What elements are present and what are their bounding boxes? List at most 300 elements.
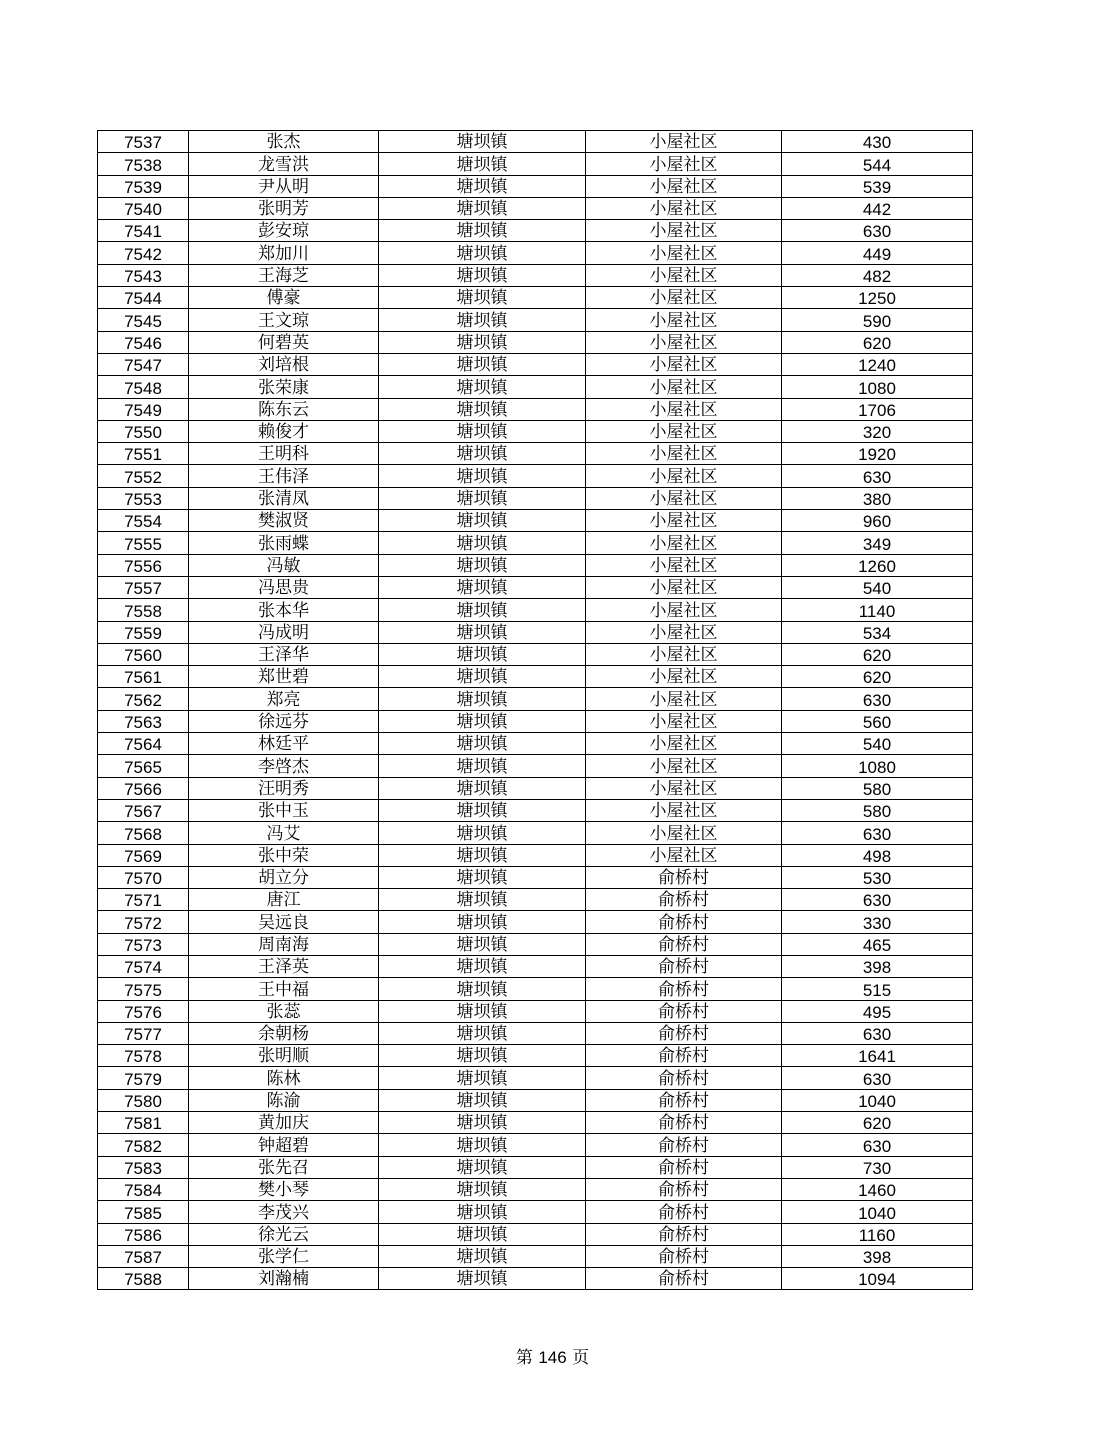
table-row: [98, 978, 973, 1000]
record-number-cell: 7585: [98, 1201, 189, 1223]
village-cell: 小屋社区: [586, 376, 782, 398]
record-number-cell: 7580: [98, 1089, 189, 1111]
amount-cell: 1260: [782, 554, 973, 576]
person-name-cell: 钟超碧: [189, 1134, 379, 1156]
village-cell: 俞桥村: [586, 1112, 782, 1134]
village-cell: 俞桥村: [586, 1022, 782, 1044]
record-number-cell: 7568: [98, 822, 189, 844]
village-cell: 俞桥村: [586, 1045, 782, 1067]
record-number-cell: 7557: [98, 576, 189, 598]
person-name-cell: 王伟泽: [189, 465, 379, 487]
town-cell: 塘坝镇: [379, 1045, 586, 1067]
table-row: [98, 443, 973, 465]
amount-cell: 1140: [782, 599, 973, 621]
village-cell: 小屋社区: [586, 510, 782, 532]
village-cell: 小屋社区: [586, 844, 782, 866]
table-row: [98, 197, 973, 219]
village-cell: 俞桥村: [586, 1067, 782, 1089]
record-number-cell: 7582: [98, 1134, 189, 1156]
person-name-cell: 胡立分: [189, 866, 379, 888]
town-cell: 塘坝镇: [379, 777, 586, 799]
table-row: [98, 1022, 973, 1044]
table-row: [98, 1201, 973, 1223]
person-name-cell: 张雨蝶: [189, 532, 379, 554]
record-number-cell: 7554: [98, 510, 189, 532]
amount-cell: 730: [782, 1156, 973, 1178]
person-name-cell: 王海芝: [189, 264, 379, 286]
village-cell: 小屋社区: [586, 443, 782, 465]
record-number-cell: 7578: [98, 1045, 189, 1067]
village-cell: 小屋社区: [586, 353, 782, 375]
person-name-cell: 张中玉: [189, 799, 379, 821]
person-name-cell: 张明顺: [189, 1045, 379, 1067]
table-row: [98, 287, 973, 309]
village-cell: 小屋社区: [586, 309, 782, 331]
town-cell: 塘坝镇: [379, 554, 586, 576]
record-number-cell: 7570: [98, 866, 189, 888]
person-name-cell: 汪明秀: [189, 777, 379, 799]
amount-cell: 498: [782, 844, 973, 866]
amount-cell: 580: [782, 799, 973, 821]
person-name-cell: 王中福: [189, 978, 379, 1000]
record-number-cell: 7543: [98, 264, 189, 286]
person-name-cell: 郑世碧: [189, 666, 379, 688]
amount-cell: 630: [782, 220, 973, 242]
town-cell: 塘坝镇: [379, 153, 586, 175]
village-cell: 俞桥村: [586, 1134, 782, 1156]
table-row: [98, 710, 973, 732]
table-row: [98, 733, 973, 755]
village-cell: 俞桥村: [586, 955, 782, 977]
table-row: [98, 1112, 973, 1134]
village-cell: 小屋社区: [586, 688, 782, 710]
person-name-cell: 陈东云: [189, 398, 379, 420]
amount-cell: 620: [782, 643, 973, 665]
table-row: [98, 1178, 973, 1200]
table-row: [98, 576, 973, 598]
village-cell: 小屋社区: [586, 398, 782, 420]
person-name-cell: 傅豪: [189, 287, 379, 309]
town-cell: 塘坝镇: [379, 799, 586, 821]
record-number-cell: 7579: [98, 1067, 189, 1089]
person-name-cell: 王明科: [189, 443, 379, 465]
person-name-cell: 张学仁: [189, 1245, 379, 1267]
village-cell: 小屋社区: [586, 666, 782, 688]
village-cell: 小屋社区: [586, 331, 782, 353]
town-cell: 塘坝镇: [379, 643, 586, 665]
table-row: [98, 398, 973, 420]
table-row: [98, 554, 973, 576]
amount-cell: 1080: [782, 755, 973, 777]
village-cell: 俞桥村: [586, 1223, 782, 1245]
town-cell: 塘坝镇: [379, 443, 586, 465]
person-name-cell: 龙雪洪: [189, 153, 379, 175]
amount-cell: 540: [782, 576, 973, 598]
amount-cell: 349: [782, 532, 973, 554]
amount-cell: 1080: [782, 376, 973, 398]
village-cell: 小屋社区: [586, 621, 782, 643]
amount-cell: 1920: [782, 443, 973, 465]
record-number-cell: 7541: [98, 220, 189, 242]
table-row: [98, 643, 973, 665]
record-number-cell: 7574: [98, 955, 189, 977]
town-cell: 塘坝镇: [379, 1268, 586, 1290]
amount-cell: 380: [782, 487, 973, 509]
footer-prefix: 第: [515, 1348, 533, 1368]
amount-cell: 398: [782, 1245, 973, 1267]
record-number-cell: 7540: [98, 197, 189, 219]
table-row: [98, 376, 973, 398]
village-cell: 小屋社区: [586, 554, 782, 576]
amount-cell: 630: [782, 1134, 973, 1156]
village-cell: 小屋社区: [586, 420, 782, 442]
amount-cell: 1160: [782, 1223, 973, 1245]
person-name-cell: 张明芳: [189, 197, 379, 219]
person-name-cell: 尹从明: [189, 175, 379, 197]
village-cell: 小屋社区: [586, 532, 782, 554]
amount-cell: 630: [782, 1022, 973, 1044]
table-row: [98, 777, 973, 799]
person-name-cell: 郑亮: [189, 688, 379, 710]
village-cell: 俞桥村: [586, 1000, 782, 1022]
town-cell: 塘坝镇: [379, 1245, 586, 1267]
town-cell: 塘坝镇: [379, 733, 586, 755]
town-cell: 塘坝镇: [379, 822, 586, 844]
table-row: [98, 309, 973, 331]
table-row: [98, 465, 973, 487]
person-name-cell: 赖俊才: [189, 420, 379, 442]
amount-cell: 620: [782, 666, 973, 688]
table-row: [98, 1000, 973, 1022]
table-row: [98, 599, 973, 621]
record-number-cell: 7559: [98, 621, 189, 643]
record-number-cell: 7542: [98, 242, 189, 264]
amount-cell: 1460: [782, 1178, 973, 1200]
amount-cell: 449: [782, 242, 973, 264]
town-cell: 塘坝镇: [379, 1223, 586, 1245]
ledger-body: [98, 131, 973, 1290]
table-row: [98, 889, 973, 911]
village-cell: 小屋社区: [586, 733, 782, 755]
person-name-cell: 张荣康: [189, 376, 379, 398]
record-number-cell: 7556: [98, 554, 189, 576]
village-cell: 俞桥村: [586, 1089, 782, 1111]
village-cell: 小屋社区: [586, 755, 782, 777]
table-row: [98, 1268, 973, 1290]
town-cell: 塘坝镇: [379, 510, 586, 532]
table-row: [98, 510, 973, 532]
amount-cell: 630: [782, 465, 973, 487]
record-number-cell: 7561: [98, 666, 189, 688]
town-cell: 塘坝镇: [379, 666, 586, 688]
table-row: [98, 220, 973, 242]
amount-cell: 1706: [782, 398, 973, 420]
amount-cell: 1641: [782, 1045, 973, 1067]
village-cell: 小屋社区: [586, 175, 782, 197]
village-cell: 俞桥村: [586, 911, 782, 933]
record-number-cell: 7544: [98, 287, 189, 309]
town-cell: 塘坝镇: [379, 1022, 586, 1044]
record-number-cell: 7560: [98, 643, 189, 665]
town-cell: 塘坝镇: [379, 889, 586, 911]
record-number-cell: 7551: [98, 443, 189, 465]
person-name-cell: 张杰: [189, 131, 379, 153]
village-cell: 俞桥村: [586, 933, 782, 955]
record-number-cell: 7550: [98, 420, 189, 442]
record-number-cell: 7581: [98, 1112, 189, 1134]
person-name-cell: 张蕊: [189, 1000, 379, 1022]
person-name-cell: 冯成明: [189, 621, 379, 643]
town-cell: 塘坝镇: [379, 844, 586, 866]
person-name-cell: 彭安琼: [189, 220, 379, 242]
amount-cell: 534: [782, 621, 973, 643]
town-cell: 塘坝镇: [379, 688, 586, 710]
town-cell: 塘坝镇: [379, 197, 586, 219]
town-cell: 塘坝镇: [379, 353, 586, 375]
amount-cell: 430: [782, 131, 973, 153]
person-name-cell: 吴远良: [189, 911, 379, 933]
amount-cell: 630: [782, 1067, 973, 1089]
record-number-cell: 7545: [98, 309, 189, 331]
person-name-cell: 冯敏: [189, 554, 379, 576]
record-number-cell: 7575: [98, 978, 189, 1000]
town-cell: 塘坝镇: [379, 175, 586, 197]
record-number-cell: 7563: [98, 710, 189, 732]
amount-cell: 1040: [782, 1201, 973, 1223]
record-number-cell: 7546: [98, 331, 189, 353]
record-number-cell: 7549: [98, 398, 189, 420]
town-cell: 塘坝镇: [379, 576, 586, 598]
table-row: [98, 1245, 973, 1267]
town-cell: 塘坝镇: [379, 755, 586, 777]
amount-cell: 515: [782, 978, 973, 1000]
person-name-cell: 樊淑贤: [189, 510, 379, 532]
person-name-cell: 徐远芬: [189, 710, 379, 732]
table-row: [98, 153, 973, 175]
amount-cell: 1250: [782, 287, 973, 309]
person-name-cell: 陈渝: [189, 1089, 379, 1111]
record-number-cell: 7586: [98, 1223, 189, 1245]
town-cell: 塘坝镇: [379, 866, 586, 888]
town-cell: 塘坝镇: [379, 955, 586, 977]
person-name-cell: 李啓杰: [189, 755, 379, 777]
amount-cell: 539: [782, 175, 973, 197]
amount-cell: 1240: [782, 353, 973, 375]
amount-cell: 620: [782, 331, 973, 353]
table-row: [98, 1089, 973, 1111]
village-cell: 俞桥村: [586, 1178, 782, 1200]
amount-cell: 630: [782, 688, 973, 710]
amount-cell: 560: [782, 710, 973, 732]
amount-cell: 442: [782, 197, 973, 219]
record-number-cell: 7567: [98, 799, 189, 821]
person-name-cell: 余朝杨: [189, 1022, 379, 1044]
record-number-cell: 7564: [98, 733, 189, 755]
person-name-cell: 王泽华: [189, 643, 379, 665]
amount-cell: 482: [782, 264, 973, 286]
record-number-cell: 7548: [98, 376, 189, 398]
amount-cell: 1040: [782, 1089, 973, 1111]
amount-cell: 580: [782, 777, 973, 799]
town-cell: 塘坝镇: [379, 242, 586, 264]
record-number-cell: 7569: [98, 844, 189, 866]
person-name-cell: 王文琼: [189, 309, 379, 331]
person-name-cell: 王泽英: [189, 955, 379, 977]
town-cell: 塘坝镇: [379, 131, 586, 153]
town-cell: 塘坝镇: [379, 376, 586, 398]
table-row: [98, 331, 973, 353]
amount-cell: 620: [782, 1112, 973, 1134]
town-cell: 塘坝镇: [379, 933, 586, 955]
town-cell: 塘坝镇: [379, 1201, 586, 1223]
table-row: [98, 666, 973, 688]
village-cell: 俞桥村: [586, 1268, 782, 1290]
village-cell: 小屋社区: [586, 799, 782, 821]
record-number-cell: 7553: [98, 487, 189, 509]
table-row: [98, 131, 973, 153]
table-row: [98, 1156, 973, 1178]
town-cell: 塘坝镇: [379, 710, 586, 732]
record-number-cell: 7555: [98, 532, 189, 554]
person-name-cell: 林廷平: [189, 733, 379, 755]
table-row: [98, 955, 973, 977]
record-number-cell: 7558: [98, 599, 189, 621]
table-row: [98, 866, 973, 888]
table-row: [98, 1045, 973, 1067]
table-row: [98, 242, 973, 264]
person-name-cell: 张清凤: [189, 487, 379, 509]
town-cell: 塘坝镇: [379, 1000, 586, 1022]
town-cell: 塘坝镇: [379, 420, 586, 442]
town-cell: 塘坝镇: [379, 1178, 586, 1200]
table-row: [98, 175, 973, 197]
person-name-cell: 樊小琴: [189, 1178, 379, 1200]
record-number-cell: 7571: [98, 889, 189, 911]
record-number-cell: 7584: [98, 1178, 189, 1200]
person-name-cell: 郑加川: [189, 242, 379, 264]
table-row: [98, 688, 973, 710]
person-name-cell: 周南海: [189, 933, 379, 955]
person-name-cell: 刘瀚楠: [189, 1268, 379, 1290]
village-cell: 小屋社区: [586, 264, 782, 286]
record-number-cell: 7587: [98, 1245, 189, 1267]
village-cell: 小屋社区: [586, 465, 782, 487]
person-name-cell: 徐光云: [189, 1223, 379, 1245]
amount-cell: 544: [782, 153, 973, 175]
amount-cell: 630: [782, 889, 973, 911]
person-name-cell: 黄加庆: [189, 1112, 379, 1134]
person-name-cell: 冯艾: [189, 822, 379, 844]
page-number: 146: [538, 1348, 567, 1367]
record-number-cell: 7583: [98, 1156, 189, 1178]
record-number-cell: 7547: [98, 353, 189, 375]
village-cell: 俞桥村: [586, 1156, 782, 1178]
table-row: [98, 1067, 973, 1089]
table-row: [98, 532, 973, 554]
amount-cell: 398: [782, 955, 973, 977]
town-cell: 塘坝镇: [379, 532, 586, 554]
town-cell: 塘坝镇: [379, 1156, 586, 1178]
table-row: [98, 487, 973, 509]
record-number-cell: 7538: [98, 153, 189, 175]
amount-cell: 630: [782, 822, 973, 844]
footer-suffix: 页: [572, 1348, 590, 1368]
village-cell: 俞桥村: [586, 1245, 782, 1267]
table-row: [98, 755, 973, 777]
village-cell: 小屋社区: [586, 710, 782, 732]
amount-cell: 960: [782, 510, 973, 532]
ledger-table: [97, 130, 973, 1290]
person-name-cell: 张先召: [189, 1156, 379, 1178]
village-cell: 小屋社区: [586, 220, 782, 242]
amount-cell: 530: [782, 866, 973, 888]
table-row: [98, 621, 973, 643]
amount-cell: 320: [782, 420, 973, 442]
town-cell: 塘坝镇: [379, 287, 586, 309]
table-row: [98, 844, 973, 866]
person-name-cell: 唐江: [189, 889, 379, 911]
village-cell: 小屋社区: [586, 131, 782, 153]
table-row: [98, 353, 973, 375]
village-cell: 小屋社区: [586, 242, 782, 264]
record-number-cell: 7565: [98, 755, 189, 777]
town-cell: 塘坝镇: [379, 1089, 586, 1111]
record-number-cell: 7576: [98, 1000, 189, 1022]
table-row: [98, 1134, 973, 1156]
amount-cell: 330: [782, 911, 973, 933]
village-cell: 小屋社区: [586, 197, 782, 219]
person-name-cell: 张中荣: [189, 844, 379, 866]
town-cell: 塘坝镇: [379, 398, 586, 420]
village-cell: 小屋社区: [586, 487, 782, 509]
page-footer: [0, 1343, 1105, 1368]
person-name-cell: 张本华: [189, 599, 379, 621]
record-number-cell: 7573: [98, 933, 189, 955]
amount-cell: 540: [782, 733, 973, 755]
town-cell: 塘坝镇: [379, 1067, 586, 1089]
amount-cell: 465: [782, 933, 973, 955]
town-cell: 塘坝镇: [379, 309, 586, 331]
town-cell: 塘坝镇: [379, 487, 586, 509]
town-cell: 塘坝镇: [379, 465, 586, 487]
town-cell: 塘坝镇: [379, 978, 586, 1000]
table-row: [98, 1223, 973, 1245]
town-cell: 塘坝镇: [379, 1112, 586, 1134]
village-cell: 小屋社区: [586, 287, 782, 309]
amount-cell: 1094: [782, 1268, 973, 1290]
record-number-cell: 7552: [98, 465, 189, 487]
record-number-cell: 7539: [98, 175, 189, 197]
table-row: [98, 822, 973, 844]
village-cell: 俞桥村: [586, 889, 782, 911]
amount-cell: 495: [782, 1000, 973, 1022]
village-cell: 俞桥村: [586, 978, 782, 1000]
person-name-cell: 冯思贵: [189, 576, 379, 598]
record-number-cell: 7566: [98, 777, 189, 799]
record-number-cell: 7562: [98, 688, 189, 710]
table-row: [98, 420, 973, 442]
table-row: [98, 933, 973, 955]
village-cell: 小屋社区: [586, 599, 782, 621]
town-cell: 塘坝镇: [379, 621, 586, 643]
amount-cell: 590: [782, 309, 973, 331]
village-cell: 小屋社区: [586, 777, 782, 799]
record-number-cell: 7572: [98, 911, 189, 933]
town-cell: 塘坝镇: [379, 264, 586, 286]
town-cell: 塘坝镇: [379, 911, 586, 933]
person-name-cell: 李茂兴: [189, 1201, 379, 1223]
town-cell: 塘坝镇: [379, 599, 586, 621]
